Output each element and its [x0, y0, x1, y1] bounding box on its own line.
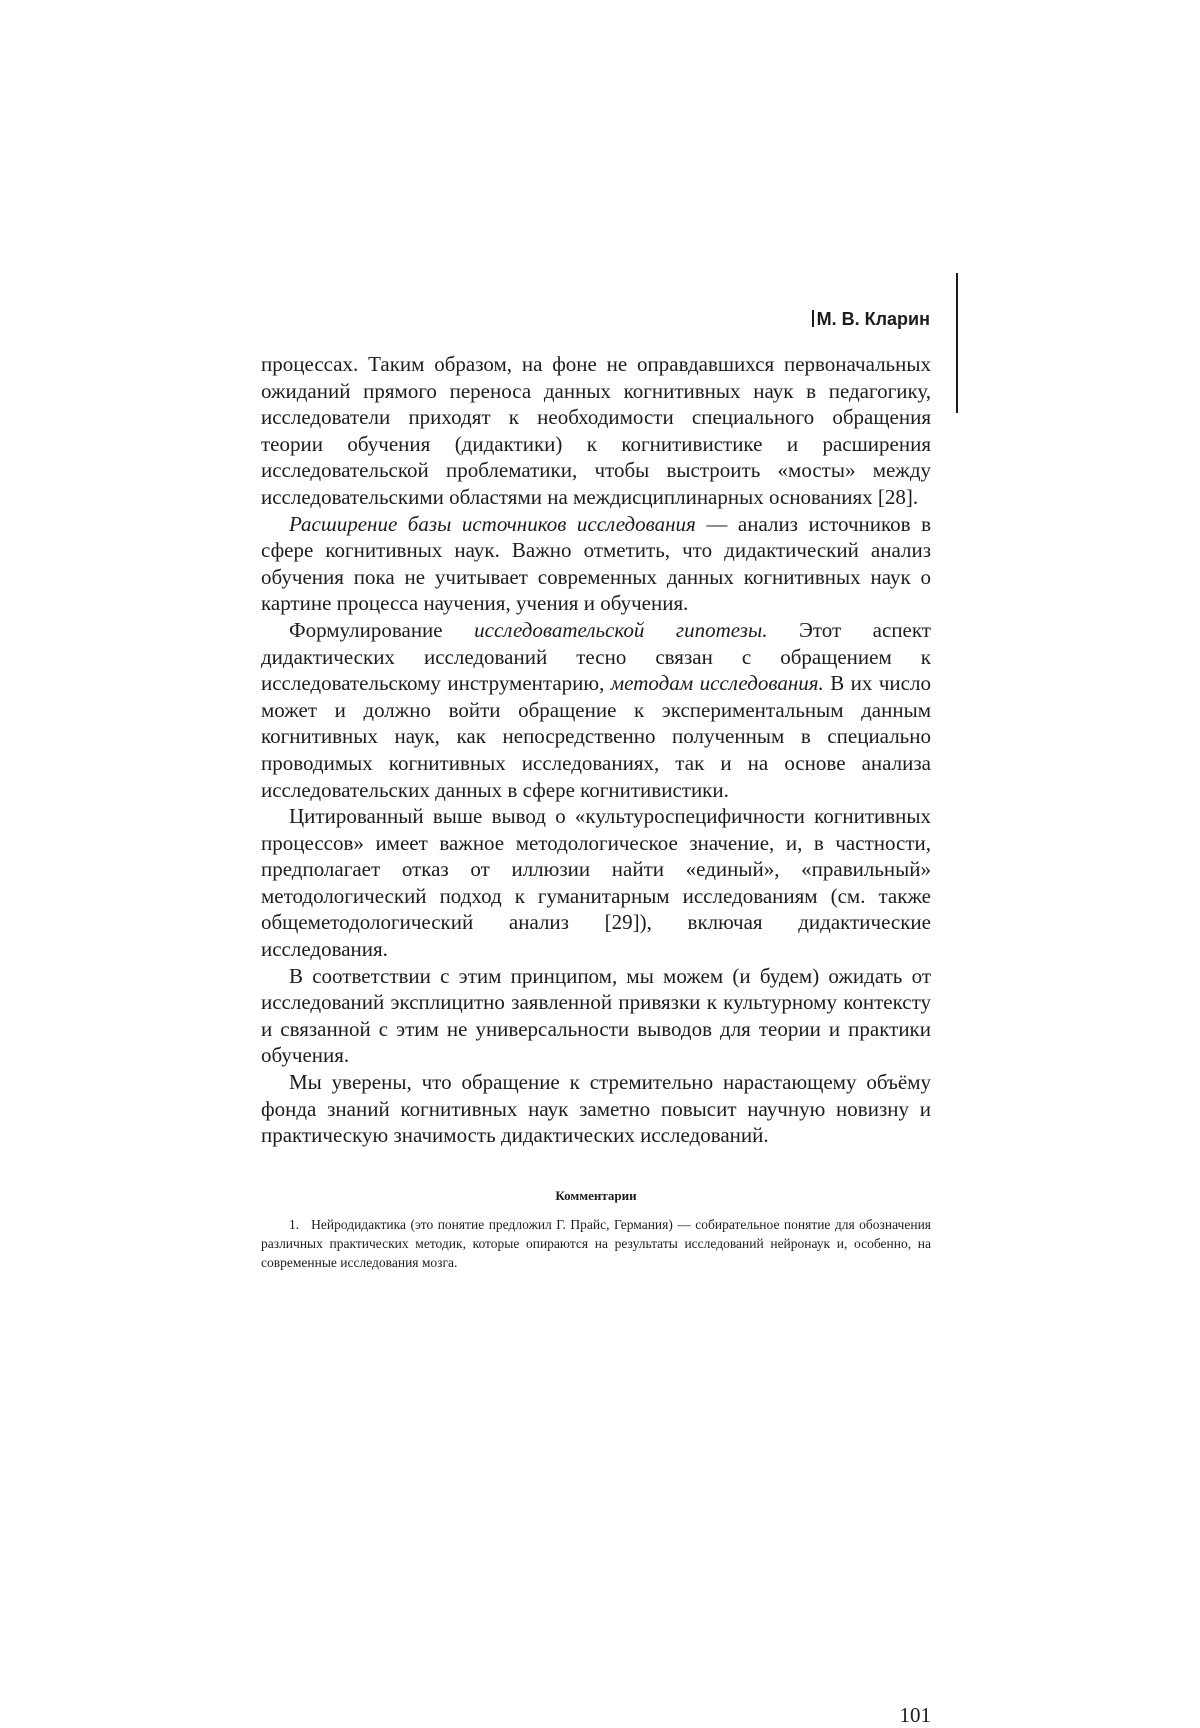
paragraph-1: процессах. Таким образом, на фоне не оправдавшихся первоначальных ожиданий прямого переноса данных когнитивных наук в педагогику, исследователи приходят к необходимости специального обращения теории обучения (дидактики) к когнитивистике и расширения исследовательской проблематики, чтобы выстроить «мосты» между исследовательскими областями на междисциплинарных основаниях [28].: [261, 351, 931, 511]
paragraph-3-emphasis-1: исследовательской гипотезы.: [474, 618, 767, 642]
paragraph-2-text: — анализ источников в сфере когнитивных наук. Важно отметить, что дидактический анализ обучения пока не учитывает современных данных когнитивных наук о картине процесса научения, учения и обучения.: [261, 512, 931, 616]
footnote-number: 1.: [289, 1217, 299, 1232]
paragraph-3: [261, 617, 931, 803]
margin-rule: [956, 273, 958, 413]
paragraph-2-emphasis: Расширение базы источников исследования: [289, 512, 696, 536]
footnote-text: Нейродидактика (это понятие предложил Г. Прайс, Германия) — собирательное понятие для обозначения различных практических методик, которые опираются на результаты исследований нейронаук и, особенно, на современные исследования мозга.: [261, 1217, 931, 1270]
paragraph-3-mid: Этот аспект дидактических исследований тесно связан с обращением к исследовательскому инструментарию,: [261, 618, 931, 695]
paragraph-3-tail: В их число может и должно войти обращение к экспериментальным данным когнитивных наук, как непосредственно полученным в специально проводимых когнитивных исследованиях, так и на основе анализа исследовательских данных в сфере когнитивистики.: [261, 671, 931, 801]
header-bar: [812, 310, 814, 327]
paragraph-3-emphasis-2: методам исследования.: [611, 671, 824, 695]
comments-title: Комментарии: [261, 1187, 931, 1205]
paragraph-4: Цитированный выше вывод о «культуроспецифичности когнитивных процессов» имеет важное методологическое значение, и, в частности, предполагает отказ от иллюзии найти «единый», «правильный» методологический подход к гуманитарным исследованиям (см. также общеметодологический анализ [29]), включая дидактические исследования.: [261, 803, 931, 963]
running-header: [600, 308, 930, 330]
paragraph-6: Мы уверены, что обращение к стремительно нарастающему объёму фонда знаний когнитивных наук заметно повысит научную новизну и практическую значимость дидактических исследований.: [261, 1069, 931, 1149]
author-name: М. В. Кларин: [817, 309, 930, 329]
footnote: [261, 1215, 931, 1272]
page-number: 101: [860, 1702, 931, 1728]
paragraph-3-lead: Формулирование: [289, 618, 474, 642]
paragraph-2: [261, 511, 931, 617]
comments-section: [261, 1187, 931, 1272]
main-text: [261, 351, 931, 1149]
paragraph-5: В соответствии с этим принципом, мы можем (и будем) ожидать от исследований эксплицитно заявленной привязки к культурному контексту и связанной с этим не универсальности выводов для теории и практики обучения.: [261, 963, 931, 1069]
